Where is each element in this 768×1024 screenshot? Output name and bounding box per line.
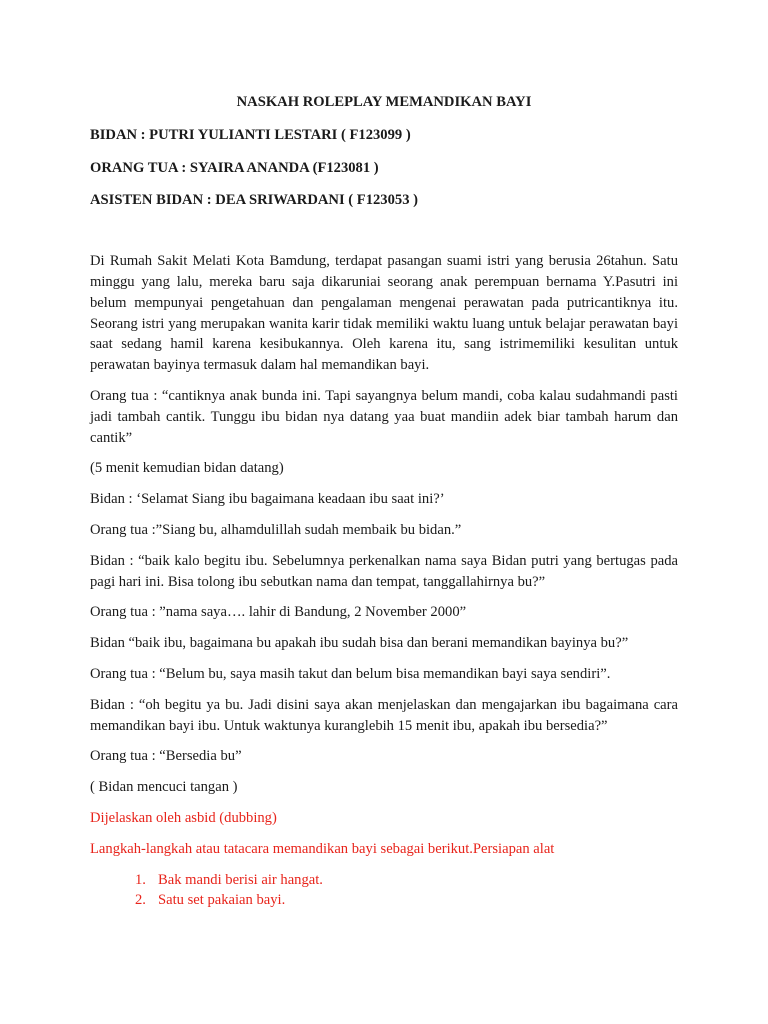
list-item xyxy=(90,870,678,891)
list-text: Satu set pakaian bayi. xyxy=(158,892,286,909)
list-text: Bak mandi berisi air hangat. xyxy=(158,871,323,888)
dialogue-line: Orang tua : ”nama saya…. lahir di Bandung, 2 November 2000” xyxy=(90,604,467,621)
steps-heading: Langkah-langkah atau tatacara memandikan bayi sebagai berikut.Persiapan alat xyxy=(90,840,555,857)
intro-paragraph: Di Rumah Sakit Melati Kota Bamdung, terdapat pasangan suami istri yang berusia 26tahun. Satu minggu yang lalu, mereka baru saja dikaruniai seorang anak perempuan bernama Y.Pasutri ini belum mempunyai pengetahuan dan pengalaman mengenai perawatan pada putricantiknya itu. Seorang istri yang merupakan wanita karir tidak memiliki waktu luang untuk belajar perawatan bayi saat sedang hamil karena kesibukannya. Oleh karena itu, sang istrimemiliki kesulitan untuk perawatan bayinya termasuk dalam hal memandikan bayi. xyxy=(90,253,678,374)
dubbing-note: Dijelaskan oleh asbid (dubbing) xyxy=(90,809,277,826)
dialogue-line: Orang tua : “cantiknya anak bunda ini. Tapi sayangnya belum mandi, coba kalau sudahmandi pasti jadi tambah cantik. Tunggu ibu bidan nya datang yaa buat mandiin adek biar tambah harum dan cantik” xyxy=(90,387,678,446)
role-orang-tua: ORANG TUA : SYAIRA ANANDA (F123081 ) xyxy=(90,159,379,176)
stage-direction: ( Bidan mencuci tangan ) xyxy=(90,779,238,796)
role-bidan: BIDAN : PUTRI YULIANTI LESTARI ( F123099 ) xyxy=(90,126,411,143)
equipment-list xyxy=(90,870,678,912)
dialogue-line: Orang tua :”Siang bu, alhamdulillah sudah membaik bu bidan.” xyxy=(90,521,462,538)
dialogue-line: Bidan : “oh begitu ya bu. Jadi disini saya akan menjelaskan dan mengajarkan ibu bagaimana cara memandikan bayi ibu. Untuk waktunya kuranglebih 15 menit ibu, apakah ibu bersedia?” xyxy=(90,696,678,734)
document-title: NASKAH ROLEPLAY MEMANDIKAN BAYI xyxy=(236,94,532,110)
dialogue-line: Orang tua : “Belum bu, saya masih takut dan belum bisa memandikan bayi saya sendiri”. xyxy=(90,665,611,682)
dialogue-line: Bidan : ‘Selamat Siang ibu bagaimana keadaan ibu saat ini?’ xyxy=(90,491,445,508)
list-number: 2. xyxy=(135,892,146,909)
dialogue-line: Bidan “baik ibu, bagaimana bu apakah ibu sudah bisa dan berani memandikan bayinya bu?” xyxy=(90,635,629,652)
role-asisten-bidan: ASISTEN BIDAN : DEA SRIWARDANI ( F123053 ) xyxy=(90,192,418,209)
list-item xyxy=(90,890,678,911)
dialogue-line: Bidan : “baik kalo begitu ibu. Sebelumnya perkenalkan nama saya Bidan putri yang bertugas pada pagi hari ini. Bisa tolong ibu sebutkan nama dan tempat, tanggallahirnya bu?” xyxy=(90,552,678,590)
list-number: 1. xyxy=(135,871,146,888)
document-page xyxy=(90,92,678,911)
dialogue-line: Orang tua : “Bersedia bu” xyxy=(90,748,242,765)
stage-direction: (5 menit kemudian bidan datang) xyxy=(90,460,284,477)
